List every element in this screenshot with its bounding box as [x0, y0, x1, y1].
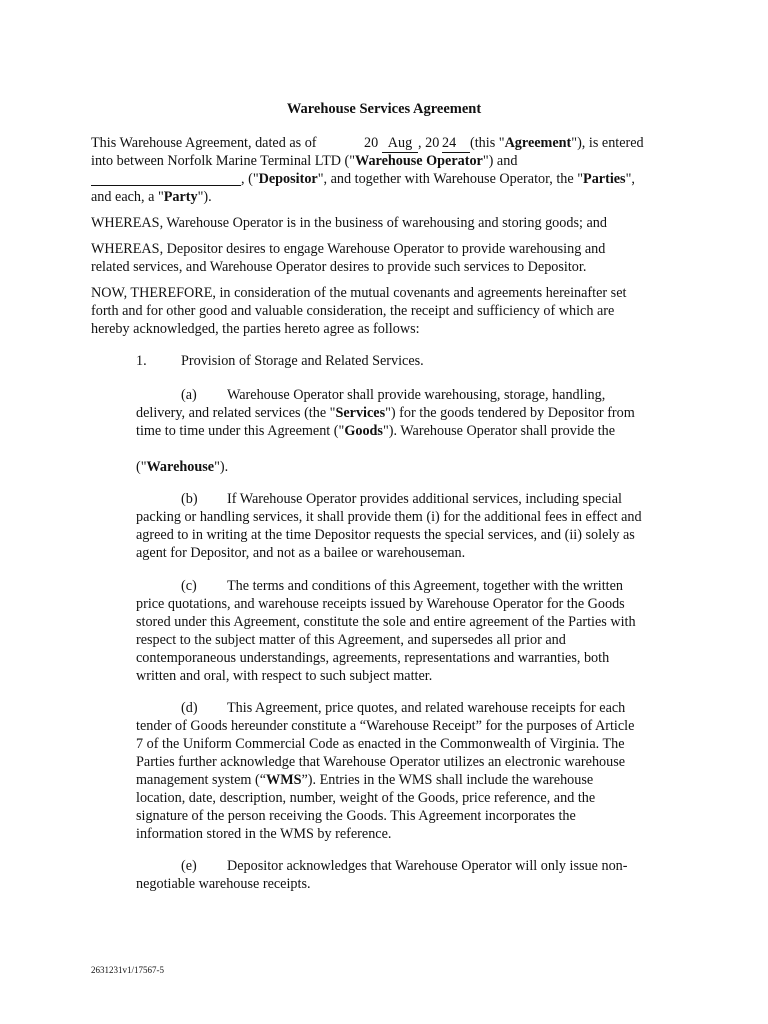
clause-b-line-4: agent for Depositor, and not as a bailee or warehouseman.: [136, 545, 466, 561]
clause-d-line-6: location, date, description, number, weight of the Goods, price reference, and the: [136, 790, 596, 806]
clause-b-label: (b): [181, 491, 198, 507]
term-wms: WMS: [266, 772, 302, 788]
clause-d-line-4: Parties further acknowledge that Warehouse Operator utilizes an electronic warehouse: [136, 754, 626, 770]
clause-e-line-2: negotiable warehouse receipts.: [136, 876, 311, 892]
clause-b-line-2: packing or handling services, it shall provide them (i) for the additional fees in effect and: [136, 509, 642, 525]
clause-a-line-4: ("Warehouse").: [136, 459, 229, 475]
clause-a-label: (a): [181, 387, 197, 403]
section-1-number: 1.: [136, 353, 147, 369]
term-warehouse-operator: Warehouse Operator: [355, 153, 483, 169]
now-therefore-line-2: forth and for other good and valuable consideration, the receipt and sufficiency of which are: [91, 303, 615, 319]
clause-c-line-4: respect to the subject matter of this Agreement, and supersedes all prior and: [136, 632, 566, 648]
clause-d-line-8: information stored in the WMS by reference.: [136, 826, 392, 842]
date-day: 20: [364, 135, 379, 151]
section-1-heading: Provision of Storage and Related Services.: [181, 353, 424, 369]
clause-c-line-1: The terms and conditions of this Agreement, together with the written: [227, 578, 623, 594]
clause-d-line-5: management system (“WMS”). Entries in the WMS shall include the warehouse: [136, 772, 594, 788]
intro-line-1a: This Warehouse Agreement, dated as of: [91, 135, 317, 151]
clause-c-line-2: price quotations, and warehouse receipts issued by Warehouse Operator for the Goods: [136, 596, 625, 612]
whereas-1: WHEREAS, Warehouse Operator is in the business of warehousing and storing goods; and: [91, 215, 607, 231]
date-year-prefix: , 20: [418, 135, 440, 151]
clause-d-line-7: signature of the person receiving the Goods. This Agreement incorporates the: [136, 808, 576, 824]
term-depositor: Depositor: [258, 171, 318, 187]
term-agreement: Agreement: [504, 135, 572, 151]
clause-b-line-3: agreed to in writing at the time Depositor requests the special services, and (ii) solely as: [136, 527, 635, 543]
clause-a-line-2: delivery, and related services (the "Services") for the goods tendered by Depositor from: [136, 405, 635, 421]
clause-d-line-3: 7 of the Uniform Commercial Code as enacted in the Commonwealth of Virginia. The: [136, 736, 625, 752]
whereas-2-line-1: WHEREAS, Depositor desires to engage Warehouse Operator to provide warehousing and: [91, 241, 606, 257]
term-warehouse: Warehouse: [146, 459, 215, 475]
clause-b-line-1: If Warehouse Operator provides additional services, including special: [227, 491, 622, 507]
clause-c-line-5: contemporaneous understandings, agreements, representations and warranties, both: [136, 650, 610, 666]
clause-c-line-3: stored under this Agreement, constitute the sole and entire agreement of the Parties with: [136, 614, 636, 630]
clause-d-label: (d): [181, 700, 198, 716]
term-services: Services: [335, 405, 386, 421]
term-parties: Parties: [583, 171, 626, 187]
document-id-footer: 2631231v1/17567-5: [91, 965, 164, 975]
intro-line-3: , ("Depositor", and together with Warehouse Operator, the "Parties",: [241, 171, 635, 187]
clause-a-line-3: time to time under this Agreement ("Goods"). Warehouse Operator shall provide the: [136, 423, 616, 439]
now-therefore-line-3: hereby acknowledged, the parties hereto agree as follows:: [91, 321, 420, 337]
clause-d-line-1: This Agreement, price quotes, and related warehouse receipts for each: [227, 700, 626, 716]
intro-line-4: and each, a "Party").: [91, 189, 212, 205]
clause-d-line-2: tender of Goods hereunder constitute a “Warehouse Receipt” for the purposes of Article: [136, 718, 635, 734]
intro-line-1b: (this "Agreement"), is entered: [470, 135, 644, 151]
date-month-field: Aug: [382, 135, 418, 153]
clause-e-label: (e): [181, 858, 197, 874]
clause-c-line-6: written and oral, with respect to such subject matter.: [136, 668, 433, 684]
term-goods: Goods: [344, 423, 383, 439]
depositor-name-blank: [91, 170, 241, 186]
intro-line-2: into between Norfolk Marine Terminal LTD ("Warehouse Operator") and: [91, 153, 518, 169]
clause-e-line-1: Depositor acknowledges that Warehouse Operator will only issue non-: [227, 858, 628, 874]
now-therefore-line-1: NOW, THEREFORE, in consideration of the mutual covenants and agreements hereinafter set: [91, 285, 627, 301]
whereas-2-line-2: related services, and Warehouse Operator desires to provide such services to Depositor.: [91, 259, 587, 275]
term-party: Party: [163, 189, 198, 205]
document-title: Warehouse Services Agreement: [286, 101, 482, 117]
clause-c-label: (c): [181, 578, 197, 594]
clause-a-line-1: Warehouse Operator shall provide warehousing, storage, handling,: [227, 387, 606, 403]
date-year-field: 24: [442, 135, 470, 153]
